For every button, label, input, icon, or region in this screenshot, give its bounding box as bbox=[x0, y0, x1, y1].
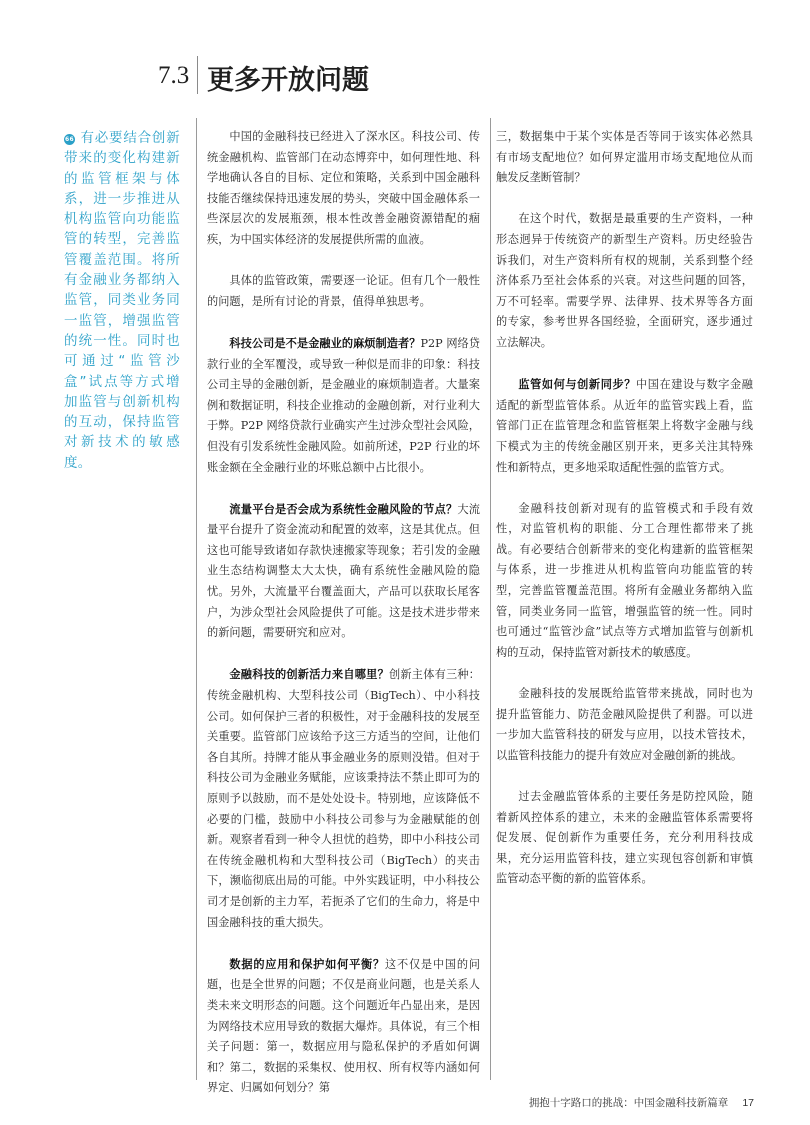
header-divider bbox=[197, 56, 198, 94]
paragraph: 三，数据集中于某个实体是否等同于该实体必然具有市场支配地位？如何界定滥用市场支配地位从而触发反垄断管制？ bbox=[496, 130, 753, 185]
column-divider-left bbox=[196, 118, 197, 1080]
footer-title: 拥抱十字路口的挑战：中国金融科技新篇章 bbox=[528, 1097, 729, 1109]
paragraph: 金融科技创新对现有的监管模式和手段有效性，对监管机构的职能、分工合理性都带来了挑战。有必要结合创新带来的变化构建新的监管框架与体系，进一步推进从机构监管向功能监管的转型，完善监管覆盖范围。将所有金融业务都纳入监管，同类业务同一监管，增强监管的统一性。同时也可通过“监管沙盒”试点等方式增加监管与创新机构的互动，保持监管对新技术的敏感度。 bbox=[496, 501, 753, 659]
paragraph: 过去金融监管体系的主要任务是防控风险，随着新风控体系的建立，未来的金融监管体系需要将促发展、促创新作为重要任务，充分利用科技成果，充分运用监管科技，建立实现包容创新和审慎监管动态平衡的新的监管体系。 bbox=[496, 790, 753, 886]
page-footer bbox=[529, 1095, 754, 1110]
pull-quote bbox=[64, 128, 180, 473]
quote-icon: 66 bbox=[65, 136, 74, 143]
paragraph: 金融科技的发展既给监管带来挑战，同时也为提升监管能力、防范金融风险提供了利器。可以进一步加大监管科技的研发与应用，以技术管技术，以监管科技能力的提升有效应对金融创新的挑战。 bbox=[496, 687, 753, 762]
paragraph: 流量平台是否会成为系统性金融风险的节点？大流量平台提升了资金流动和配置的效率，这是其优点。但这也可能导致诸如存款快速搬家等现象；若引发的金融业生态结构调整太大太快，确有系统性金融风险的隐忧。另外，大流量平台覆盖面大，产品可以获取长尾客户，为涉众型社会风险提供了可能。这是技术进步带来的新问题，需要研究和应对。 bbox=[207, 501, 480, 640]
paragraph: 数据的应用和保护如何平衡？这不仅是中国的问题，也是全世界的问题；不仅是商业问题，也是关系人类未来文明形态的问题。这个问题近年凸显出来，是因为网络技术应用导致的数据大爆炸。具体说，有三个相关子问题：第一，数据应用与隐私保护的矛盾如何调和？第二，数据的采集权、使用权、所有权等内涵如何界定、归属如何划分？第 bbox=[207, 956, 480, 1095]
paragraph: 金融科技的创新活力来自哪里？创新主体有三种：传统金融机构、大型科技公司（BigTech）、中小科技公司。如何保护三者的积极性，对于金融科技的发展至关重要。监管部门应该给予这三方适当的空间，让他们各自其所。持牌才能从事金融业务的原则没错。但对于科技公司为金融业务赋能，应该秉持法不禁止即可为的原则予以鼓励，而不是处处设卡。特别地，应该降低不必要的门槛，鼓励中小科技公司参与为金融赋能的创新。观察者看到一种令人担忧的趋势，即中小科技公司在传统金融机构和大型科技公司（BigTech）的夹击下，濒临彻底出局的可能。中外实践证明，中小科技公司才是创新的主力军，若扼杀了它们的生命力，将是中国金融科技的重大损失。 bbox=[207, 667, 480, 929]
paragraph: 科技公司是不是金融业的麻烦制造者？P2P 网络贷款行业的全军覆没，或导致一种似是而非的印象：科技公司主导的金融创新，是金融业的麻烦制造者。大量案例和数据证明，科技企业推动的金融创新，对行业利大于弊。P2P 网络贷款行业确实产生过涉众型社会风险，但没有引发系统性金融风险。如前所述，P2P 行业的坏账金额在全金融行业的坏账总额中占比很小。 bbox=[207, 335, 480, 474]
page-title: 更多开放问题 bbox=[207, 65, 369, 96]
question-heading: 流量平台是否会成为系统性金融风险的节点？ bbox=[229, 501, 458, 516]
paragraph: 在这个时代，数据是最重要的生产资料，一种形态迥异于传统资产的新型生产资料。历史经验告诉我们，对生产资料所有权的规制，关系到整个经济体系乃至社会体系的兴衰。对这些问题的回答，万不可轻率。需要学界、法律界、技术界等各方面的专家，参考世界各国经验，全面研究，逐步通过立法解决。 bbox=[496, 212, 753, 349]
paragraph: 监管如何与创新同步？中国在建设与数字金融适配的新型监管体系。从近年的监管实践上看，监管部门正在监管理念和监管框架上将数字金融与线下模式为主的传统金融区别开来，更多关注其特殊性和新特点，更多地采取适配性强的监管方式。 bbox=[496, 377, 753, 474]
section-number: 7.3 bbox=[158, 62, 190, 89]
pull-quote-text: 有必要结合创新带来的变化构建新的监管框架与体系，进一步推进从机构监管向功能监管的转型，完善监管覆盖范围。将所有金融业务都纳入监管，同类业务同一监管，增强监管的统一性。同时也可通过“监管沙盒”试点等方式增加监管与创新机构的互动，保持监管对新技术的敏感度。 bbox=[64, 130, 180, 471]
paragraph: 中国的金融科技已经进入了深水区。科技公司、传统金融机构、监管部门在动态博弈中，如何理性地、科学地确认各自的目标、定位和策略，关系到中国金融科技能否继续保持迅速发展的势头，突破中国金融体系一些深层次的发展瓶颈，根本性改善金融资源错配的痼疾，为中国实体经济的发展提供所需的血液。 bbox=[207, 130, 480, 246]
text-column-left bbox=[207, 127, 480, 1120]
text-column-right bbox=[496, 127, 753, 911]
page-number: 17 bbox=[742, 1097, 754, 1109]
question-heading: 科技公司是不是金融业的麻烦制造者？ bbox=[229, 335, 421, 350]
question-heading: 监管如何与创新同步？ bbox=[518, 377, 636, 392]
question-heading: 数据的应用和保护如何平衡？ bbox=[229, 956, 385, 971]
column-divider-right bbox=[490, 118, 491, 1080]
paragraph: 具体的监管政策，需要逐一论证。但有几个一般性的问题，是所有讨论的背景，值得单独思考。 bbox=[207, 274, 480, 308]
question-heading: 金融科技的创新活力来自哪里？ bbox=[229, 667, 389, 682]
